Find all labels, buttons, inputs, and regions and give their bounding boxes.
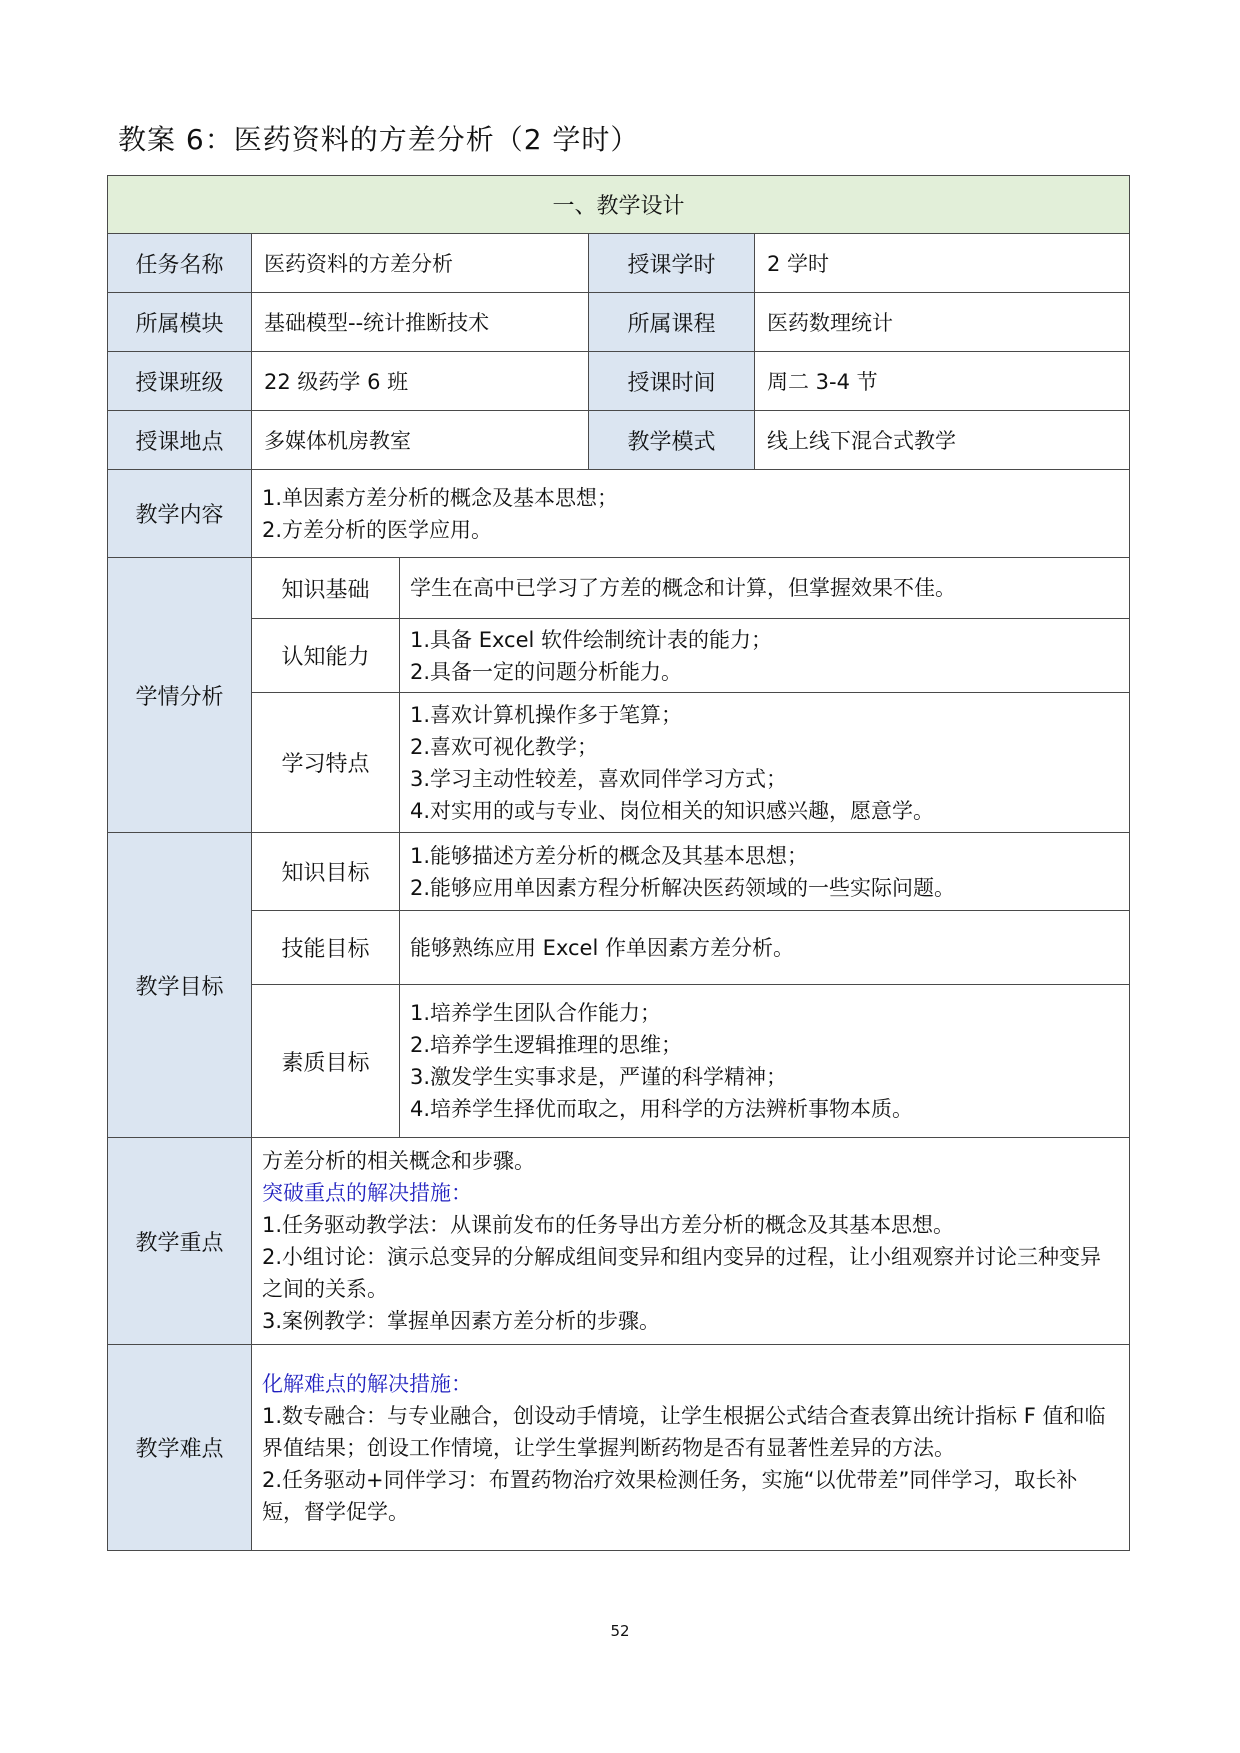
- label-difficult-points: 教学难点: [108, 1345, 252, 1551]
- text-line: 2.培养学生逻辑推理的思维；: [410, 1033, 683, 1057]
- difficult-point-item: [262, 1464, 1119, 1528]
- item-number: 2.: [262, 1245, 283, 1269]
- value-class: 22 级药学 6 班: [252, 352, 589, 411]
- item-text: 从课前发布的任务导出方差分析的概念及其基本思想。: [450, 1213, 955, 1237]
- learning-traits-text: [400, 693, 1130, 833]
- text-line: 学生在高中已学习了方差的概念和计算，但掌握效果不佳。: [410, 576, 956, 600]
- text-line: 2.能够应用单因素方程分析解决医药领域的一些实际问题。: [410, 875, 956, 900]
- key-points-text: [252, 1138, 1130, 1345]
- value-mode: 线上线下混合式教学: [755, 411, 1130, 470]
- item-number: 2.: [262, 1467, 283, 1492]
- label-quality-goal: 素质目标: [252, 985, 400, 1138]
- text-line: 1.具备 Excel 软件绘制统计表的能力；: [410, 627, 773, 652]
- label-time: 授课时间: [589, 352, 755, 411]
- value-course: 医药数理统计: [755, 293, 1130, 352]
- value-hours: 2 学时: [755, 234, 1130, 293]
- key-points-row: [108, 1138, 1130, 1345]
- label-hours: 授课学时: [589, 234, 755, 293]
- item-text: 演示总变异的分解成组间变异和组内变异的过程，让小组观察并讨论三种变异之间的关系。: [262, 1245, 1102, 1301]
- label-mode: 教学模式: [589, 411, 755, 470]
- label-location: 授课地点: [108, 411, 252, 470]
- content-text: [252, 470, 1130, 558]
- item-method: 小组讨论：: [282, 1245, 388, 1269]
- objective-row: [108, 833, 1130, 911]
- item-method: 案例教学：: [282, 1309, 388, 1333]
- text-line: 4.培养学生择优而取之，用科学的方法辨析事物本质。: [410, 1097, 914, 1121]
- key-point-item: [262, 1209, 1119, 1241]
- item-number: 1.: [262, 1403, 283, 1428]
- knowledge-goal-text: [400, 833, 1130, 911]
- key-point-item: [262, 1241, 1119, 1305]
- analysis-row: [108, 693, 1130, 833]
- content-line: 2.方差分析的医学应用。: [262, 517, 493, 542]
- item-text: 掌握单因素方差分析的步骤。: [387, 1309, 661, 1333]
- analysis-row: [108, 619, 1130, 693]
- item-method: 数专融合：: [282, 1403, 388, 1428]
- text-line: 2.具备一定的问题分析能力。: [410, 659, 683, 684]
- info-row: [108, 234, 1130, 293]
- value-module: 基础模型--统计推断技术: [252, 293, 589, 352]
- info-row: [108, 293, 1130, 352]
- cognitive-text: [400, 619, 1130, 693]
- item-text: 与专业融合，创设动手情境，让学生根据公式结合查表算出统计指标 F 值和临界值结果；创设工作情境，让学生掌握判断药物是否有显著性差异的方法。: [262, 1403, 1106, 1460]
- key-points-intro: 方差分析的相关概念和步骤。: [262, 1149, 535, 1173]
- page-title: 教案 6：医药资料的方差分析（2 学时）: [118, 123, 640, 156]
- skill-goal-text: [400, 911, 1130, 985]
- value-location: 多媒体机房教室: [252, 411, 589, 470]
- difficult-point-item: [262, 1400, 1119, 1464]
- item-text: 布置药物治疗效果检测任务，实施“以优带差”同伴学习，取长补短，督学促学。: [262, 1467, 1078, 1524]
- info-row: [108, 352, 1130, 411]
- label-task-name: 任务名称: [108, 234, 252, 293]
- difficult-measure-title: 化解难点的解决措施：: [262, 1371, 472, 1396]
- analysis-row: [108, 558, 1130, 619]
- label-key-points: 教学重点: [108, 1138, 252, 1345]
- item-number: 1.: [262, 1213, 283, 1237]
- label-objectives: 教学目标: [108, 833, 252, 1138]
- text-line: 2.喜欢可视化教学；: [410, 734, 599, 759]
- label-course: 所属课程: [589, 293, 755, 352]
- key-points-measure-title: 突破重点的解决措施：: [262, 1181, 472, 1205]
- item-number: 3.: [262, 1309, 283, 1333]
- item-method: 任务驱动+同伴学习：: [282, 1467, 489, 1492]
- label-skill-goal: 技能目标: [252, 911, 400, 985]
- text-line: 3.激发学生实事求是，严谨的科学精神；: [410, 1065, 788, 1089]
- lesson-plan-table: [107, 175, 1130, 1551]
- label-learning-traits: 学习特点: [252, 693, 400, 833]
- text-line: 3.学习主动性较差，喜欢同伴学习方式；: [410, 766, 788, 791]
- page-number: 52: [610, 1622, 630, 1640]
- text-line: 能够熟练应用 Excel 作单因素方差分析。: [410, 935, 794, 960]
- label-knowledge-base: 知识基础: [252, 558, 400, 619]
- value-time: 周二 3-4 节: [755, 352, 1130, 411]
- label-knowledge-goal: 知识目标: [252, 833, 400, 911]
- item-method: 任务驱动教学法：: [282, 1213, 451, 1237]
- objective-row: [108, 911, 1130, 985]
- label-student-analysis: 学情分析: [108, 558, 252, 833]
- label-content: 教学内容: [108, 470, 252, 558]
- text-line: 1.能够描述方差分析的概念及其基本思想；: [410, 843, 809, 868]
- difficult-points-row: [108, 1345, 1130, 1551]
- difficult-points-text: [252, 1345, 1130, 1551]
- text-line: 1.喜欢计算机操作多于笔算；: [410, 702, 683, 727]
- objective-row: [108, 985, 1130, 1138]
- info-row: [108, 411, 1130, 470]
- label-cognitive: 认知能力: [252, 619, 400, 693]
- content-row: [108, 470, 1130, 558]
- knowledge-base-text: [400, 558, 1130, 619]
- quality-goal-text: [400, 985, 1130, 1138]
- value-task-name: 医药资料的方差分析: [252, 234, 589, 293]
- key-point-item: [262, 1305, 1119, 1337]
- label-module: 所属模块: [108, 293, 252, 352]
- text-line: 1.培养学生团队合作能力；: [410, 1001, 662, 1025]
- content-line: 1.单因素方差分析的概念及基本思想；: [262, 485, 619, 510]
- text-line: 4.对实用的或与专业、岗位相关的知识感兴趣，愿意学。: [410, 798, 935, 823]
- label-class: 授课班级: [108, 352, 252, 411]
- section-header: 一、教学设计: [108, 176, 1130, 234]
